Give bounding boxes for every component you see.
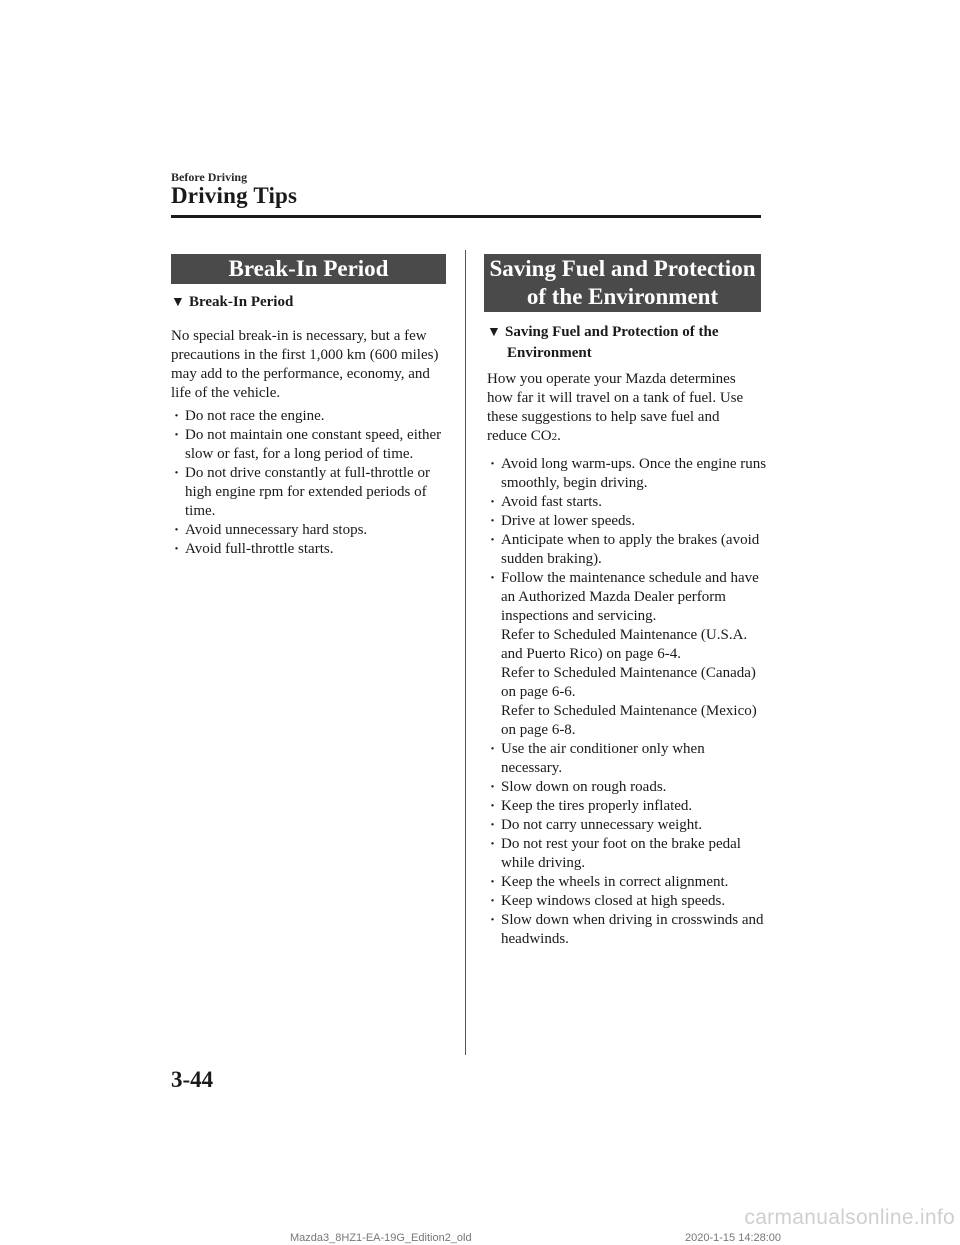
list-item: · Do not drive constantly at full-throttle or high engine rpm for extended periods of time.	[171, 464, 456, 521]
footer-timestamp: 2020-1-15 14:28:00	[685, 1232, 782, 1244]
banner-break-in-text: Break-In Period	[228, 256, 389, 281]
list-item: · Avoid fast starts.	[487, 493, 767, 512]
list-item: · Do not race the engine.	[171, 407, 456, 426]
list-item: · Avoid unnecessary hard stops.	[171, 521, 456, 540]
list-item: · Keep the wheels in correct alignment.	[487, 873, 767, 892]
page-title: Driving Tips	[171, 183, 298, 208]
column-divider	[465, 250, 466, 1055]
section-label: Before Driving	[171, 170, 248, 184]
list-item: · Do not maintain one constant speed, either slow or fast, for a long period of time.	[171, 426, 456, 464]
list-item-maintenance	[487, 569, 767, 740]
heading-saving-fuel	[487, 322, 777, 363]
co2-subscript: 2	[551, 431, 558, 443]
list-item: · Avoid long warm-ups. Once the engine runs smoothly, begin driving.	[487, 455, 767, 493]
reference-canada: Refer to Scheduled Maintenance (Canada) on page 6-6.	[501, 665, 756, 700]
list-item-text: Follow the maintenance schedule and have an Authorized Mazda Dealer perform inspections and servicing.	[501, 570, 759, 624]
watermark: carmanualsonline.info	[744, 1206, 955, 1229]
reference-usa: Refer to Scheduled Maintenance (U.S.A. and Puerto Rico) on page 6-4.	[501, 627, 748, 662]
banner-saving-fuel-line1: Saving Fuel and Protection	[489, 256, 756, 281]
title-rule	[171, 215, 761, 218]
list-item: · Use the air conditioner only when necessary.	[487, 740, 767, 778]
list-item: · Do not rest your foot on the brake pedal while driving.	[487, 835, 767, 873]
saving-fuel-list	[487, 455, 767, 949]
footer-file-name: Mazda3_8HZ1-EA-19G_Edition2_old	[290, 1232, 472, 1244]
saving-fuel-intro-text: How you operate your Mazda determines how far it will travel on a tank of fuel. Use these suggestions to help save fuel and reduce CO	[487, 371, 744, 444]
saving-fuel-intro-end: .	[557, 428, 561, 444]
list-item: · Do not carry unnecessary weight.	[487, 816, 767, 835]
list-item: · Slow down on rough roads.	[487, 778, 767, 797]
break-in-intro: No special break-in is necessary, but a few precautions in the first 1,000 km (600 miles) may add to the performance, economy, and life of the vehicle.	[171, 328, 439, 401]
break-in-list	[171, 407, 456, 559]
banner-saving-fuel	[484, 254, 761, 312]
triangle-down-icon: ▼	[487, 325, 501, 340]
banner-break-in	[171, 254, 446, 284]
list-item: · Anticipate when to apply the brakes (avoid sudden braking).	[487, 531, 767, 569]
list-item: · Avoid full-throttle starts.	[171, 540, 456, 559]
heading-break-in	[171, 292, 293, 313]
heading-saving-fuel-text: Saving Fuel and Protection of the Environment	[505, 324, 719, 361]
heading-break-in-text: Break-In Period	[189, 294, 294, 310]
banner-saving-fuel-line2: of the Environment	[526, 284, 719, 309]
list-item: · Keep the tires properly inflated.	[487, 797, 767, 816]
triangle-down-icon: ▼	[171, 295, 185, 310]
page-number: 3-44	[171, 1067, 214, 1092]
saving-fuel-intro	[487, 370, 762, 447]
list-item: · Keep windows closed at high speeds.	[487, 892, 767, 911]
reference-mexico: Refer to Scheduled Maintenance (Mexico) on page 6-8.	[501, 703, 757, 738]
list-item: · Slow down when driving in crosswinds and headwinds.	[487, 911, 767, 949]
list-item: · Drive at lower speeds.	[487, 512, 767, 531]
